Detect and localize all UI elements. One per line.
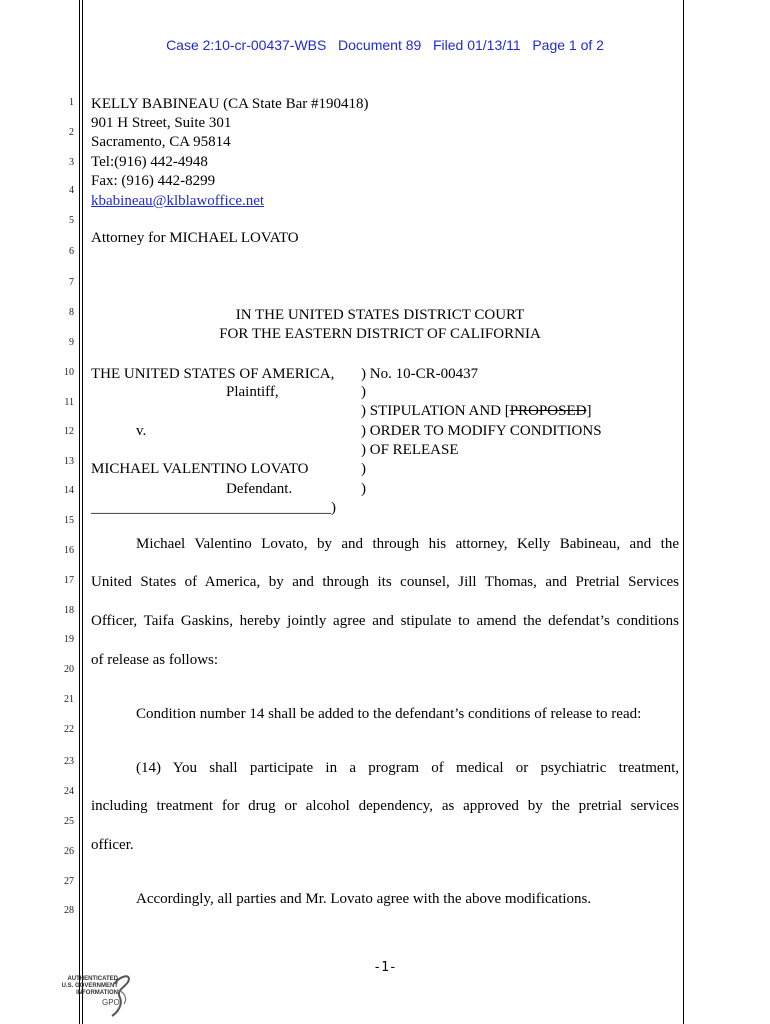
line-number: 19 — [64, 634, 74, 645]
paragraph1-line1: Michael Valentino Lovato, by and through his attorney, Kelly Babineau, and the — [136, 536, 679, 552]
document-title-line1 — [361, 402, 591, 421]
paragraph3-line3: officer. — [91, 837, 134, 853]
paragraph1-line3: Officer, Taifa Gaskins, hereby jointly agree and stipulate to amend the defendat’s conditions — [91, 613, 679, 629]
title-part-b: ] — [586, 403, 592, 419]
plaintiff-name: THE UNITED STATES OF AMERICA, — [91, 366, 335, 382]
attorney-name: KELLY BABINEAU (CA State Bar #190418) — [91, 96, 369, 112]
line-number: 15 — [64, 515, 74, 526]
document-title-line2: ) ORDER TO MODIFY CONDITIONS — [361, 423, 602, 439]
versus: v. — [136, 423, 147, 439]
attorney-email-link[interactable]: kbabineau@klblawoffice.net — [91, 193, 265, 209]
line-number: 4 — [69, 185, 74, 196]
attorney-fax: Fax: (916) 442-8299 — [91, 173, 216, 189]
line-number: 27 — [64, 876, 74, 887]
line-number: 5 — [69, 215, 74, 226]
line-number: 8 — [69, 307, 74, 318]
gpo-abbr: GPO — [102, 998, 120, 1007]
gpo-authentication-seal — [44, 972, 139, 1020]
left-margin-rule-inner — [82, 0, 83, 1024]
line-number: 3 — [69, 157, 74, 168]
line-number: 17 — [64, 575, 74, 586]
line-number: 14 — [64, 485, 74, 496]
line-number: 13 — [64, 456, 74, 467]
plaintiff-role: Plaintiff, — [226, 384, 279, 400]
attorney-tel: Tel:(916) 442-4948 — [91, 154, 208, 170]
line-number: 10 — [64, 367, 74, 378]
line-number: 16 — [64, 545, 74, 556]
title-struck-proposed: PROPOSED — [509, 403, 587, 419]
gpo-eagle-icon — [44, 972, 139, 1020]
attorney-for: Attorney for MICHAEL LOVATO — [91, 230, 299, 246]
line-number: 24 — [64, 786, 74, 797]
line-number: 28 — [64, 905, 74, 916]
document-title-line3: ) OF RELEASE — [361, 442, 459, 458]
line-number: 25 — [64, 816, 74, 827]
case-header: Case 2:10-cr-00437-WBS Document 89 Filed 01/13/11 Page 1 of 2 — [166, 37, 604, 53]
gpo-seal-text: AUTHENTICATED U.S. GOVERNMENT INFORMATION — [61, 976, 118, 996]
court-name-line1: IN THE UNITED STATES DISTRICT COURT — [235, 307, 525, 323]
caption-paren: ) — [361, 461, 366, 477]
line-number: 6 — [69, 246, 74, 257]
line-number: 11 — [64, 397, 74, 408]
line-number: 26 — [64, 846, 74, 857]
defendant-name: MICHAEL VALENTINO LOVATO — [91, 461, 309, 477]
paragraph2: Condition number 14 shall be added to the defendant’s conditions of release to read: — [136, 706, 642, 722]
paragraph3-line1: (14) You shall participate in a program of medical or psychiatric treatment, — [136, 760, 679, 776]
paragraph1-line2: United States of America, by and through its counsel, Jill Thomas, and Pretrial Services — [91, 574, 679, 590]
defendant-role: Defendant. — [226, 481, 293, 497]
line-number: 22 — [64, 724, 74, 735]
case-number: ) No. 10-CR-00437 — [361, 366, 479, 382]
attorney-city: Sacramento, CA 95814 — [91, 134, 231, 150]
line-number: 21 — [64, 694, 74, 705]
line-number: 9 — [69, 337, 74, 348]
line-number: 20 — [64, 664, 74, 675]
court-name-line2: FOR THE EASTERN DISTRICT OF CALIFORNIA — [219, 326, 541, 342]
left-margin-rule-outer — [79, 0, 80, 1024]
right-margin-rule — [683, 0, 684, 1024]
title-part-a: ) STIPULATION AND [ — [361, 403, 510, 419]
caption-paren: ) — [361, 481, 366, 497]
paragraph1-line4: of release as follows: — [91, 652, 219, 668]
attorney-street: 901 H Street, Suite 301 — [91, 115, 232, 131]
paragraph4: Accordingly, all parties and Mr. Lovato agree with the above modifications. — [136, 891, 592, 907]
line-number: 1 — [69, 97, 74, 108]
line-number: 23 — [64, 756, 74, 767]
caption-underline: ________________________________) — [91, 500, 336, 516]
caption-paren: ) — [361, 384, 366, 400]
paragraph3-line2: including treatment for drug or alcohol dependency, as approved by the pretrial services — [91, 798, 679, 814]
line-number: 12 — [64, 426, 74, 437]
line-number: 2 — [69, 127, 74, 138]
page-number: -1- — [373, 960, 397, 975]
line-number: 7 — [69, 277, 74, 288]
line-number: 18 — [64, 605, 74, 616]
